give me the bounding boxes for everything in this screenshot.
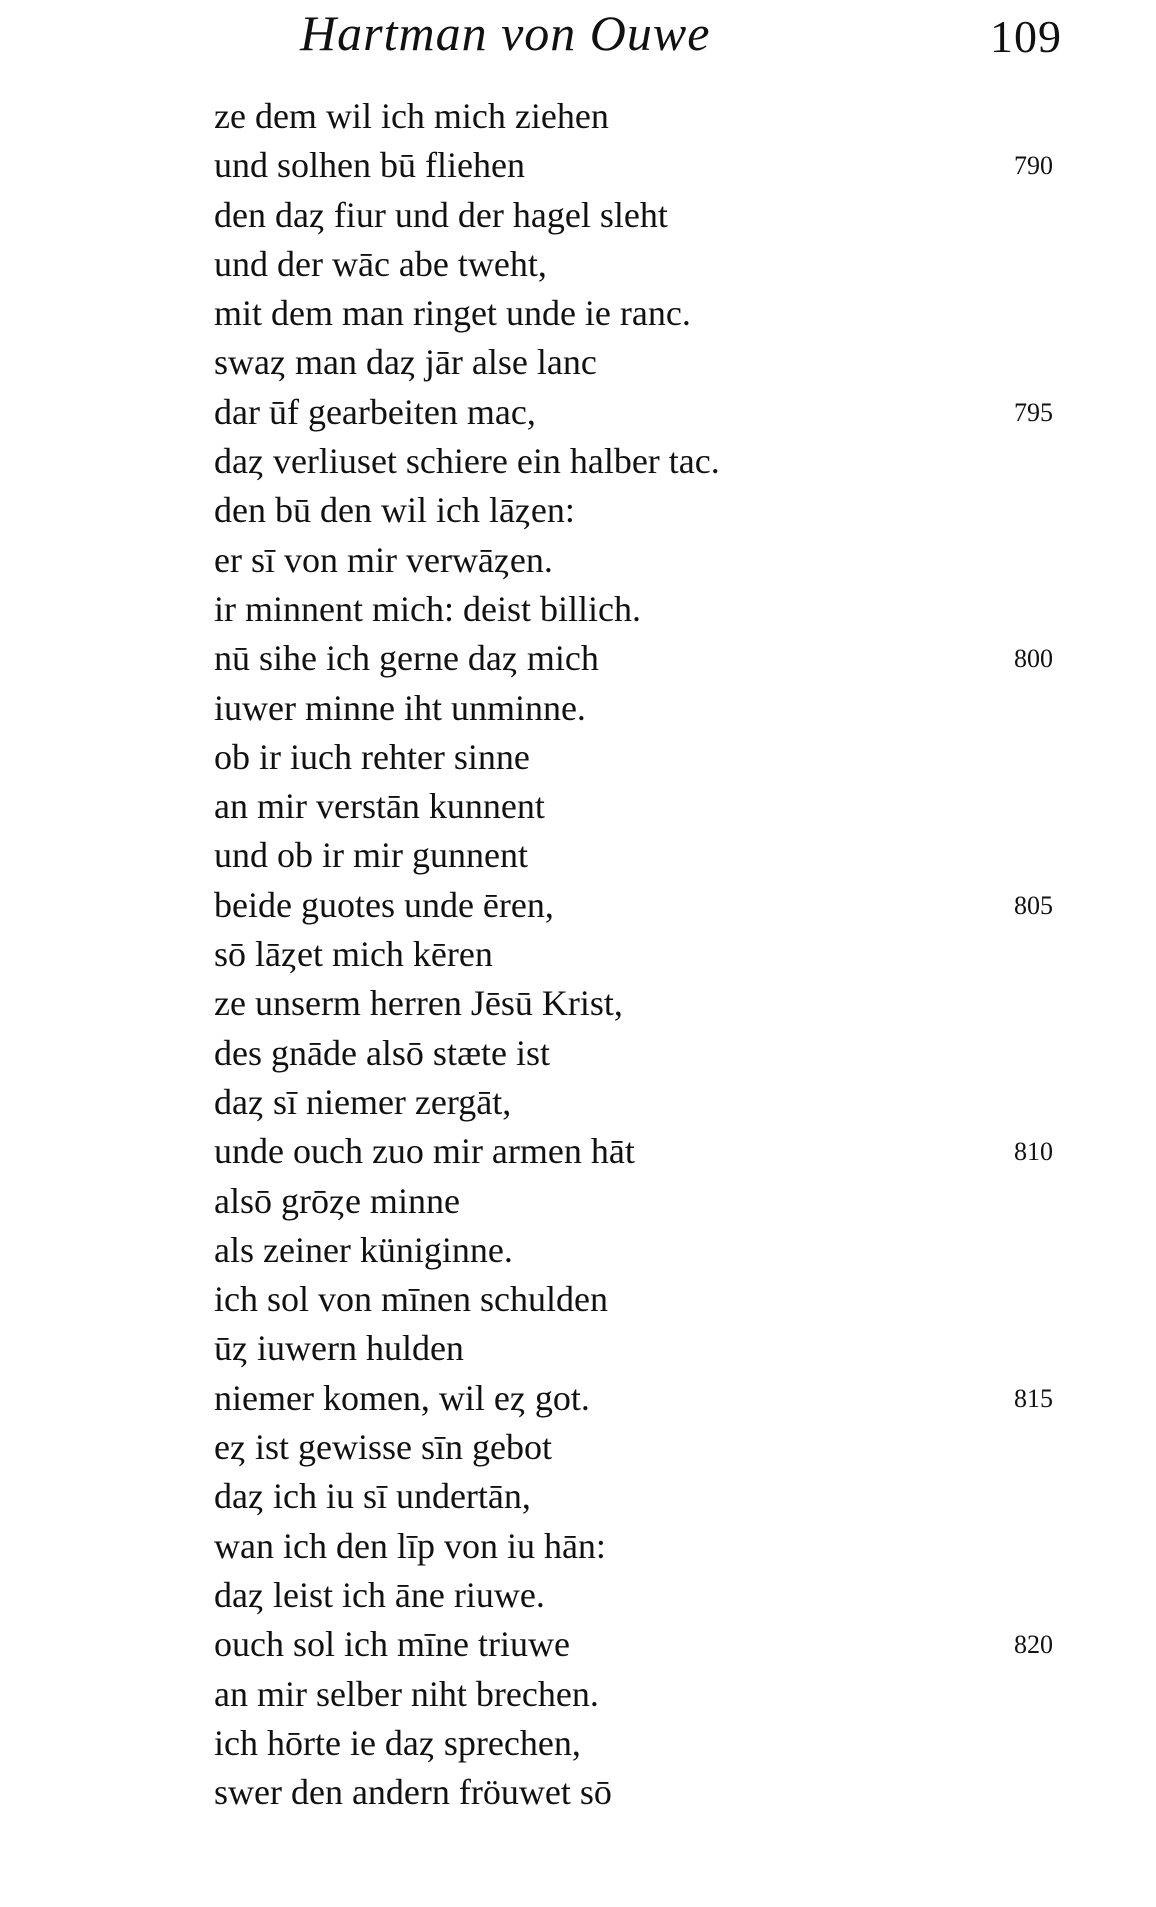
verse-line (214, 634, 1094, 683)
verse-line-text: dar ūf gearbeiten mac, (214, 391, 536, 432)
verse-line (214, 1472, 1094, 1521)
line-number: 820 (1014, 1630, 1053, 1660)
verse-line-text: ze dem wil ich mich ziehen (214, 96, 609, 136)
verse-line-text: ich hōrte ie daȥ sprechen, (214, 1722, 581, 1763)
verse-line (214, 1374, 1094, 1423)
verse-line (214, 1670, 1094, 1719)
verse-line-text: beide guotes unde ēren, (214, 884, 554, 925)
verse-line-text: er sī von mir verwāȥen. (214, 539, 553, 580)
verse-line (214, 437, 1094, 486)
verse-line-text: swaȥ man daȥ jār alse lanc (214, 342, 597, 383)
verse-line (214, 930, 1094, 979)
verse-line-text: alsō grōȥe minne (214, 1180, 460, 1221)
verse-line (214, 979, 1094, 1028)
verse-line (214, 881, 1094, 930)
verse-line (214, 388, 1094, 437)
verse-line-text: und ob ir mir gunnent (214, 835, 528, 876)
page-number: 109 (990, 11, 1062, 62)
verse-line (214, 684, 1094, 733)
verse-line-text: ich sol von mīnen schulden (214, 1279, 608, 1320)
verse-line-text: den bū den wil ich lāȥen: (214, 490, 575, 531)
verse-line-text: ze unserm herren Jēsū Krist, (214, 983, 623, 1024)
verse-line (214, 1078, 1094, 1127)
verse-line (214, 536, 1094, 585)
verse-line-text: niemer komen, wil eȥ got. (214, 1377, 590, 1418)
running-head: Hartman von Ouwe (300, 5, 711, 61)
verse-line-text: den daȥ fiur und der hagel sleht (214, 194, 668, 235)
verse-line (214, 1423, 1094, 1472)
verse-line (214, 1029, 1094, 1078)
verse-line-text: eȥ ist gewisse sīn gebot (214, 1427, 552, 1468)
verse-line-text: unde ouch zuo mir armen hāt (214, 1131, 635, 1172)
verse-line (214, 141, 1094, 190)
verse-line (214, 1522, 1094, 1571)
verse-line (214, 1768, 1094, 1817)
verse-line (214, 1226, 1094, 1275)
line-number: 815 (1014, 1383, 1053, 1413)
verse-line (214, 1127, 1094, 1176)
verse-line-text: ir minnent mich: deist billich. (214, 588, 641, 629)
verse-line (214, 782, 1094, 831)
verse-line-text: swer den andern fröuwet sō (214, 1772, 612, 1813)
line-number: 790 (1014, 151, 1053, 181)
verse-line (214, 1571, 1094, 1620)
verse-line (214, 1719, 1094, 1768)
verse-line (214, 1620, 1094, 1669)
verse-line (214, 733, 1094, 782)
verse-line-text: und der wāc abe tweht, (214, 243, 547, 284)
verse-line-text: als zeiner küniginne. (214, 1229, 513, 1270)
verse-line-text: daȥ leist ich āne riuwe. (214, 1574, 545, 1615)
verse-line-text: daȥ sī niemer zergāt, (214, 1081, 512, 1122)
verse-line-text: an mir selber niht brechen. (214, 1673, 599, 1714)
line-number: 800 (1014, 644, 1053, 674)
verse-line-text: mit dem man ringet unde ie ranc. (214, 293, 691, 334)
verse-line (214, 191, 1094, 240)
verse-line (214, 1275, 1094, 1324)
line-number: 805 (1014, 890, 1053, 920)
verse-line (214, 92, 1094, 141)
verse-line (214, 289, 1094, 338)
verse-line (214, 1324, 1094, 1373)
verse-line-text: an mir verstān kunnent (214, 786, 545, 827)
verse-line (214, 1177, 1094, 1226)
verse-line-text: des gnāde alsō stæte ist (214, 1032, 550, 1073)
line-number: 795 (1014, 397, 1053, 427)
verse-line-text: und solhen bū fliehen (214, 145, 525, 186)
verse-line-text: iuwer minne iht unminne. (214, 687, 586, 728)
verse-line (214, 486, 1094, 535)
verse-block (214, 92, 1094, 1817)
verse-line-text: ūȥ iuwern hulden (214, 1328, 464, 1369)
verse-line (214, 240, 1094, 289)
verse-line (214, 338, 1094, 387)
verse-line-text: sō lāȥet mich kēren (214, 934, 493, 975)
verse-line-text: nū sihe ich gerne daȥ mich (214, 638, 599, 679)
verse-line-text: wan ich den līp von iu hān: (214, 1525, 606, 1566)
verse-line (214, 831, 1094, 880)
verse-line-text: ouch sol ich mīne triuwe (214, 1624, 570, 1665)
verse-line-text: daȥ verliuset schiere ein halber tac. (214, 441, 720, 482)
verse-line-text: daȥ ich iu sī undertān, (214, 1476, 531, 1517)
verse-line-text: ob ir iuch rehter sinne (214, 736, 530, 777)
line-number: 810 (1014, 1137, 1053, 1167)
verse-line (214, 585, 1094, 634)
